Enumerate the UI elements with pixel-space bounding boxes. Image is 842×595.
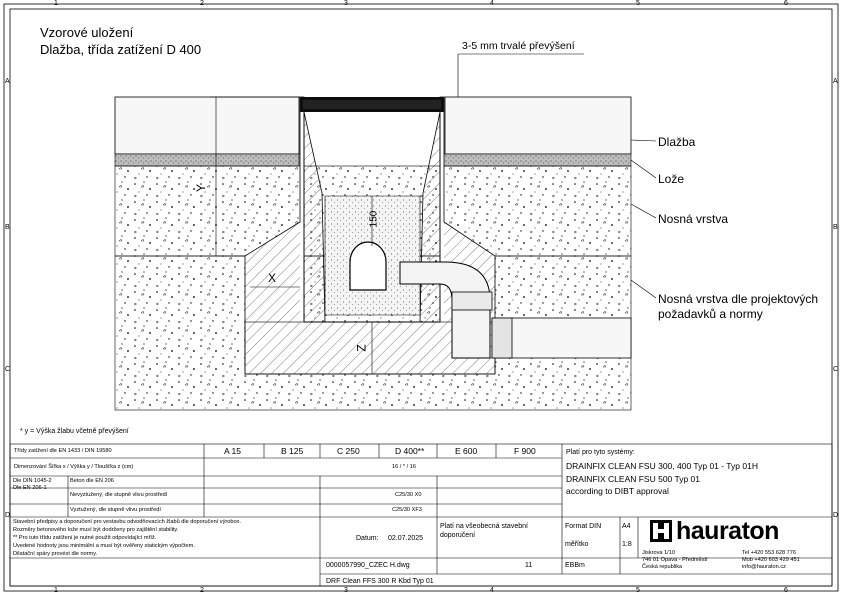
- title-line-2: Dlažba, třída zatížení D 400: [40, 42, 202, 57]
- overhang-note: 3-5 mm trvalé převýšení: [462, 40, 575, 52]
- dim-y-label: Y: [194, 183, 209, 193]
- outlet-elbow-inner: [350, 242, 386, 290]
- format-label: Format DIN: [565, 523, 602, 530]
- systems-header: Platí pro tyto systémy:: [566, 449, 635, 456]
- title-line-1: Vzorové uložení: [40, 25, 134, 40]
- dim-x-label: X: [268, 271, 277, 285]
- company-name: hauraton: [676, 517, 779, 545]
- system-1: DRAINFIX CLEAN FSU 300, 400 Typ 01 - Typ 01H: [566, 461, 758, 471]
- row-marker-b: B: [5, 224, 10, 231]
- concrete-unreinforced: Nevyztužený, dle stupně vlivu prostředí: [70, 492, 168, 498]
- dim-150-label: 150: [368, 210, 380, 228]
- label-nosna-proj-2: požadavků a normy: [658, 307, 763, 321]
- grating-top: [302, 99, 442, 110]
- col-marker-4-bottom: 4: [490, 587, 494, 594]
- pipe-socket: [452, 292, 492, 310]
- datum-label: Datum:: [356, 535, 379, 542]
- row-marker-a-right: A: [833, 78, 838, 85]
- datum-value: 02.07.2025: [388, 535, 424, 542]
- drain-pipe: [492, 318, 631, 358]
- phone: Tel +420 553 628 776: [742, 550, 796, 556]
- concrete-value-x0: C25/30 X0: [395, 492, 422, 498]
- class-e600: E 600: [455, 446, 478, 456]
- label-nosna: Nosná vrstva: [658, 212, 729, 226]
- scale-label: měřítko: [565, 541, 589, 548]
- class-f900: F 900: [514, 446, 536, 456]
- class-b125: B 125: [281, 446, 304, 456]
- bedding-left: [115, 154, 299, 166]
- concrete-class-din: Dle DIN 1045-2: [13, 478, 52, 484]
- row-marker-c: C: [5, 366, 11, 373]
- concrete-reinforced: Vyztužený, dle stupně vlivu prostředí: [70, 507, 161, 513]
- row-marker-b-right: B: [833, 224, 838, 231]
- col-marker-3: 3: [344, 0, 348, 7]
- class-c250: C 250: [337, 446, 360, 456]
- scale-value: 1:8: [622, 541, 632, 548]
- col-marker-6-bottom: 6: [784, 587, 788, 594]
- address-3: Česká republika: [642, 564, 683, 570]
- hauraton-logo-icon: [650, 520, 672, 542]
- dim-z-label: Z: [354, 344, 369, 352]
- class-a15: A 15: [224, 446, 242, 456]
- dim-row-value: 16 / * / 16: [392, 464, 416, 470]
- drawing-number: 0000057990_CZEC H.dwg: [326, 562, 410, 569]
- row-marker-d-right: D: [833, 512, 839, 519]
- note-4: Uvedené hodnoty jsou minimální a musí být ověřeny statickým výpočtem.: [13, 543, 195, 549]
- mobile: Mob +420 603 429 451: [742, 557, 800, 563]
- concrete-class-en: Dle EN 206-1: [13, 485, 47, 491]
- bedding-right: [440, 154, 631, 166]
- col-marker-5-bottom: 5: [636, 587, 640, 594]
- concrete-value-xf3: C25/30 XF3: [392, 507, 422, 513]
- dim-row-label: Dimenzování Šířka x / Výška y / Tloušťka z (cm): [14, 464, 134, 470]
- system-3: according to DIBT approval: [566, 486, 669, 496]
- col-marker-4: 4: [490, 0, 494, 7]
- leader-lines: [631, 140, 656, 298]
- paving-right: [445, 97, 631, 154]
- address-2: 746 01 Opava - Předměstí: [642, 557, 708, 563]
- col-marker-2-bottom: 2: [200, 587, 204, 594]
- load-class-norm: Třídy zatížení dle EN 1433 / DIN 19580: [14, 448, 112, 454]
- concrete-note: Beton dle EN 206: [70, 478, 114, 484]
- paving-left: [115, 97, 299, 154]
- note-2: Rozměry betonového lože musí být dodrženy pro zajištění stability.: [13, 527, 179, 533]
- address-1: Jiskrova 1/10: [642, 550, 675, 556]
- validity-note: Platí na všeobecná stavební doporučení: [440, 523, 528, 540]
- row-marker-d: D: [5, 512, 11, 519]
- note-3: ** Pro tuto třídu zatížení je nutné použít odpovídající mříž.: [13, 535, 157, 541]
- label-dlazba: Dlažba: [658, 135, 696, 149]
- format-value: A4: [622, 523, 631, 530]
- sheet-number: 11: [525, 562, 533, 569]
- note-1: Stavební předpisy a doporučení pro vestavbu odvodňovacích žlabů dle doporučení výrobce.: [13, 519, 241, 525]
- col-marker-1-bottom: 1: [54, 587, 58, 594]
- class-d400: D 400**: [395, 446, 425, 456]
- col-marker-1: 1: [54, 0, 58, 7]
- col-marker-2: 2: [200, 0, 204, 7]
- system-2: DRAINFIX CLEAN FSU 500 Typ 01: [566, 474, 701, 484]
- code: EBBm: [565, 562, 585, 569]
- note-5: Dilatační spáry provést dle normy.: [13, 551, 98, 557]
- email: info@hauraton.cz: [742, 564, 786, 570]
- pipe-coupling: [492, 318, 512, 358]
- drawing-name: DRF Clean FFS 300 R Kbd Typ 01: [326, 578, 434, 585]
- label-loze: Lože: [658, 172, 685, 186]
- label-nosna-proj-1: Nosná vrstva dle projektových: [658, 292, 819, 306]
- col-marker-6: 6: [784, 0, 788, 7]
- footnote: * y = Výška žlabu včetně převýšení: [20, 428, 129, 435]
- col-marker-3-bottom: 3: [344, 587, 348, 594]
- row-marker-c-right: C: [833, 366, 839, 373]
- row-marker-a: A: [5, 78, 10, 85]
- col-marker-5: 5: [636, 0, 640, 7]
